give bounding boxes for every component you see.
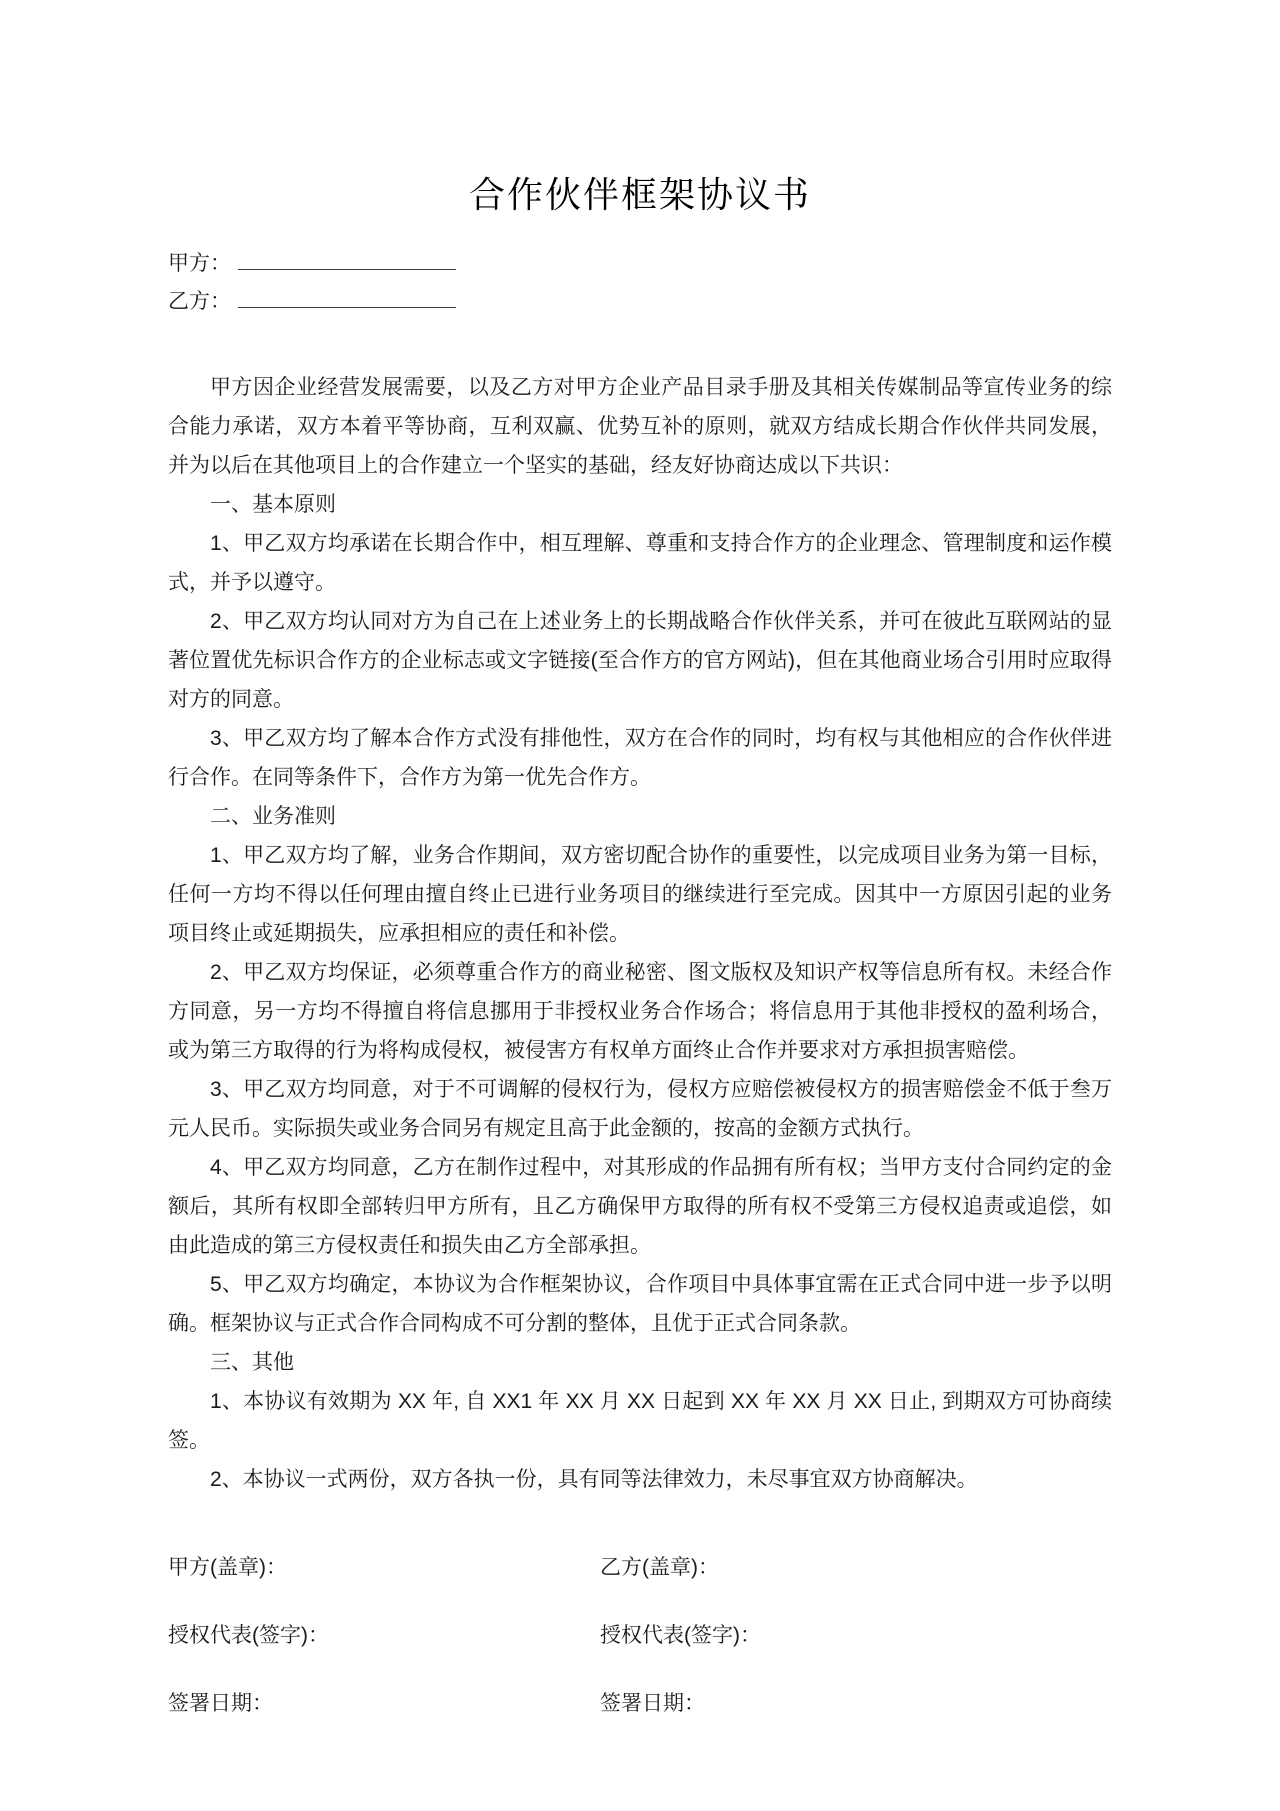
signature-row-seal xyxy=(168,1556,1112,1580)
section-2-clause-2: 2、甲乙双方均保证，必须尊重合作方的商业秘密、图文版权及知识产权等信息所有权。未经合作方同意，另一方均不得擅自将信息挪用于非授权业务合作场合；将信息用于其他非授权的盈利场合，或为第三方取得的行为将构成侵权，被侵害方有权单方面终止合作并要求对方承担损害赔偿。 xyxy=(168,961,1112,1062)
party-b-line xyxy=(168,287,1112,325)
section-2-clause-5: 5、甲乙双方均确定，本协议为合作框架协议，合作项目中具体事宜需在正式合同中进一步予以明确。框架协议与正式合作合同构成不可分割的整体，且优于正式合同条款。 xyxy=(168,1273,1112,1335)
party-a-seal-label: 甲方(盖章)： xyxy=(168,1556,287,1579)
party-a-representative-label: 授权代表(签字)： xyxy=(168,1624,329,1647)
section-3-heading: 三、其他 xyxy=(210,1351,294,1374)
section-2-clause-3: 3、甲乙双方均同意，对于不可调解的侵权行为，侵权方应赔偿被侵权方的损害赔偿金不低于叁万元人民币。实际损失或业务合同另有规定且高于此金额的，按高的金额方式执行。 xyxy=(168,1078,1112,1140)
party-b-label: 乙方： xyxy=(168,290,231,313)
party-a-line xyxy=(168,249,1112,287)
signature-block xyxy=(168,1556,1112,1760)
section-2-clause-4: 4、甲乙双方均同意，乙方在制作过程中，对其形成的作品拥有所有权；当甲方支付合同约定的金额后，其所有权即全部转归甲方所有，且乙方确保甲方取得的所有权不受第三方侵权追责或追偿，如由此造成的第三方侵权责任和损失由乙方全部承担。 xyxy=(168,1156,1112,1257)
section-2-clause-1: 1、甲乙双方均了解，业务合作期间，双方密切配合协作的重要性，以完成项目业务为第一目标，任何一方均不得以任何理由擅自终止已进行业务项目的继续进行至完成。因其中一方原因引起的业务项目终止或延期损失，应承担相应的责任和补偿。 xyxy=(168,844,1112,945)
section-1-clause-1: 1、甲乙双方均承诺在长期合作中，相互理解、尊重和支持合作方的企业理念、管理制度和运作模式，并予以遵守。 xyxy=(168,532,1112,594)
section-3-clause-2: 2、本协议一式两份，双方各执一份，具有同等法律效力，未尽事宜双方协商解决。 xyxy=(210,1468,978,1491)
intro-paragraph: 甲方因企业经营发展需要，以及乙方对甲方企业产品目录手册及其相关传媒制品等宣传业务的综合能力承诺，双方本着平等协商，互利双赢、优势互补的原则，就双方结成长期合作伙伴共同发展，并为以后在其他项目上的合作建立一个坚实的基础，经友好协商达成以下共识： xyxy=(168,376,1112,477)
section-1-clause-3: 3、甲乙双方均了解本合作方式没有排他性，双方在合作的同时，均有权与其他相应的合作伙伴进行合作。在同等条件下，合作方为第一优先合作方。 xyxy=(168,727,1112,789)
section-1-heading: 一、基本原则 xyxy=(210,493,336,516)
party-b-representative-label: 授权代表(签字)： xyxy=(600,1624,761,1647)
party-b-seal-label: 乙方(盖章)： xyxy=(600,1556,719,1579)
signature-row-date xyxy=(168,1692,1112,1716)
party-a-label: 甲方： xyxy=(168,252,231,275)
section-2-heading: 二、业务准则 xyxy=(210,805,336,828)
section-3-clause-1: 1、本协议有效期为 XX 年, 自 XX1 年 XX 月 XX 日起到 XX 年 XX 月 XX 日止, 到期双方可协商续签。 xyxy=(168,1390,1112,1452)
section-1-clause-2: 2、甲乙双方均认同对方为自己在上述业务上的长期战略合作伙伴关系，并可在彼此互联网站的显著位置优先标识合作方的企业标志或文字链接(至合作方的官方网站)，但在其他商业场合引用时应取得对方的同意。 xyxy=(168,610,1112,711)
party-b-date-label: 签署日期： xyxy=(600,1692,705,1715)
party-fields xyxy=(168,249,1112,325)
document-title: 合作伙伴框架协议书 xyxy=(468,174,811,216)
party-a-blank-line xyxy=(238,249,456,270)
signature-row-representative xyxy=(168,1624,1112,1648)
document-body xyxy=(168,368,1112,1499)
party-a-date-label: 签署日期： xyxy=(168,1692,273,1715)
party-b-blank-line xyxy=(238,287,456,308)
